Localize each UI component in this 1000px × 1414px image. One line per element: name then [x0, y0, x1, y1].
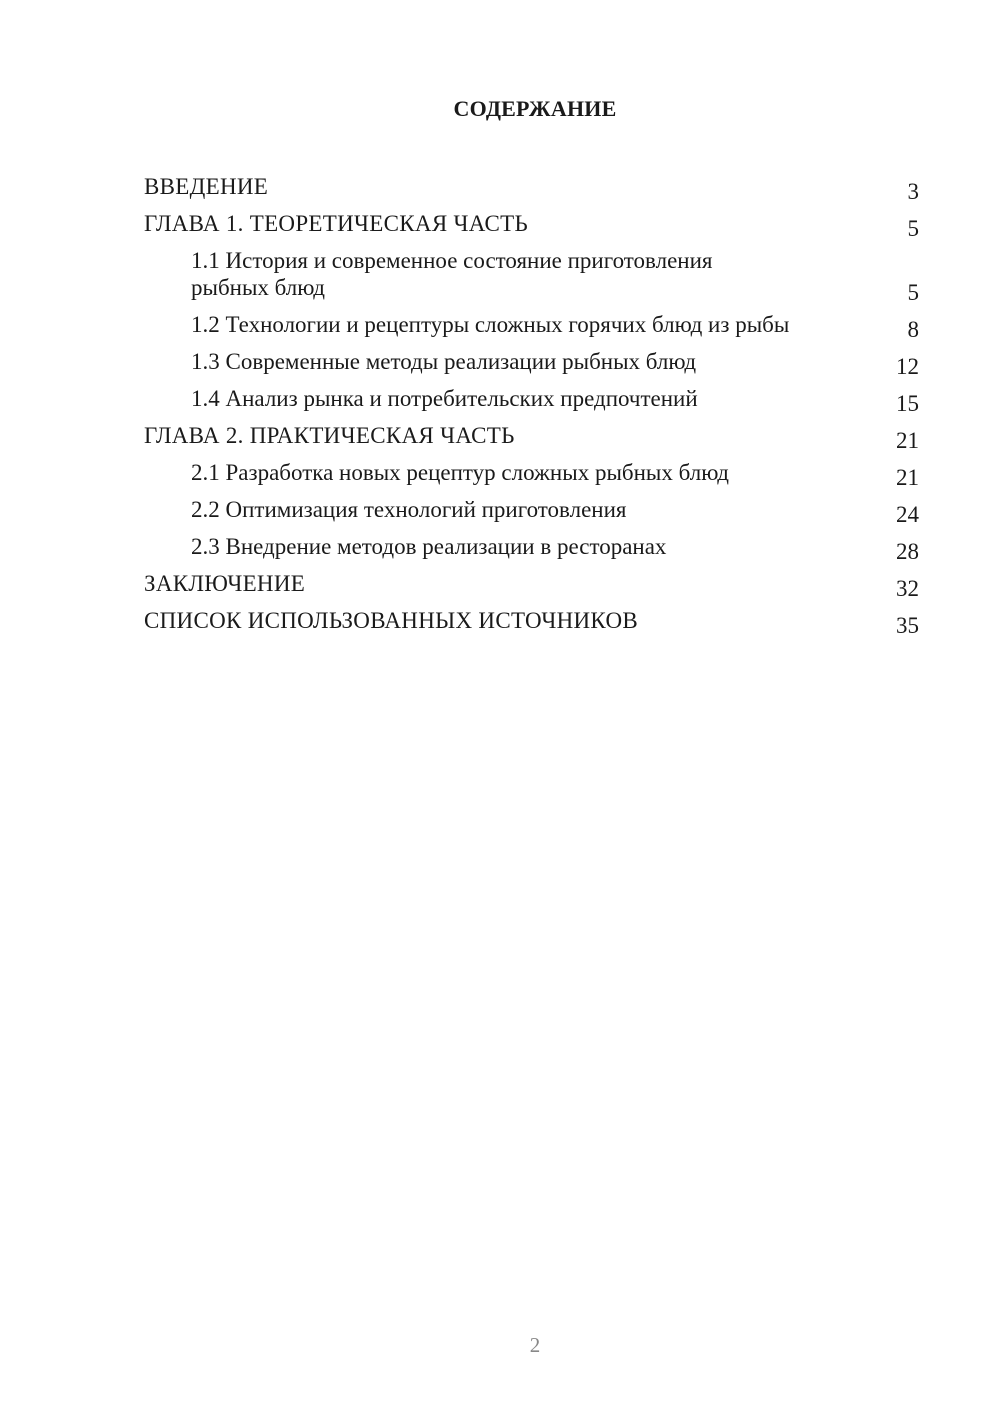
toc-entry-label: 2.2 Оптимизация технологий приготовления	[191, 497, 627, 522]
toc-entry-page: 5	[907, 216, 919, 241]
toc-entry-chapter-2[interactable]	[144, 417, 919, 454]
toc-entry-label: ВВЕДЕНИЕ	[144, 174, 269, 199]
toc-entry-page: 21	[896, 465, 919, 490]
toc-entry-page: 15	[896, 391, 919, 416]
toc-entry-conclusion[interactable]	[144, 565, 919, 602]
toc-entry-label: 1.2 Технологии и рецептуры сложных горячих блюд из рыбы	[191, 312, 790, 337]
page-title: СОДЕРЖАНИЕ	[453, 96, 617, 121]
toc-entry-section-2-1[interactable]	[144, 454, 919, 491]
toc-entry-section-1-2[interactable]	[144, 306, 919, 343]
toc-entry-label: ГЛАВА 2. ПРАКТИЧЕСКАЯ ЧАСТЬ	[144, 423, 515, 448]
table-of-contents	[144, 168, 919, 639]
toc-entry-references[interactable]	[144, 602, 919, 639]
toc-entry-label: 2.1 Разработка новых рецептур сложных рыбных блюд	[191, 460, 729, 485]
toc-entry-section-2-3[interactable]	[144, 528, 919, 565]
toc-entry-page: 3	[907, 179, 919, 204]
toc-entry-introduction[interactable]	[144, 168, 919, 205]
toc-entry-section-1-4[interactable]	[144, 380, 919, 417]
toc-entry-section-1-3[interactable]	[144, 343, 919, 380]
toc-entry-label: 1.3 Современные методы реализации рыбных блюд	[191, 349, 697, 374]
toc-entry-label: 1.1 История и современное состояние приготовления рыбных блюд	[191, 248, 713, 300]
toc-entry-page: 35	[896, 613, 919, 638]
toc-entry-page: 5	[907, 280, 919, 305]
toc-entry-page: 8	[907, 317, 919, 342]
toc-entry-label: 1.4 Анализ рынка и потребительских предпочтений	[191, 386, 698, 411]
toc-entry-section-1-1[interactable]	[144, 242, 919, 306]
toc-entry-label: ГЛАВА 1. ТЕОРЕТИЧЕСКАЯ ЧАСТЬ	[144, 211, 529, 236]
toc-entry-label: СПИСОК ИСПОЛЬЗОВАННЫХ ИСТОЧНИКОВ	[144, 608, 639, 633]
toc-entry-section-2-2[interactable]	[144, 491, 919, 528]
toc-entry-label: ЗАКЛЮЧЕНИЕ	[144, 571, 306, 596]
toc-entry-page: 21	[896, 428, 919, 453]
toc-entry-chapter-1[interactable]	[144, 205, 919, 242]
page-number: 2	[529, 1333, 541, 1357]
toc-entry-page: 12	[896, 354, 919, 379]
toc-entry-page: 24	[896, 502, 919, 527]
toc-entry-page: 28	[896, 539, 919, 564]
toc-entry-page: 32	[896, 576, 919, 601]
toc-entry-label: 2.3 Внедрение методов реализации в ресторанах	[191, 534, 667, 559]
